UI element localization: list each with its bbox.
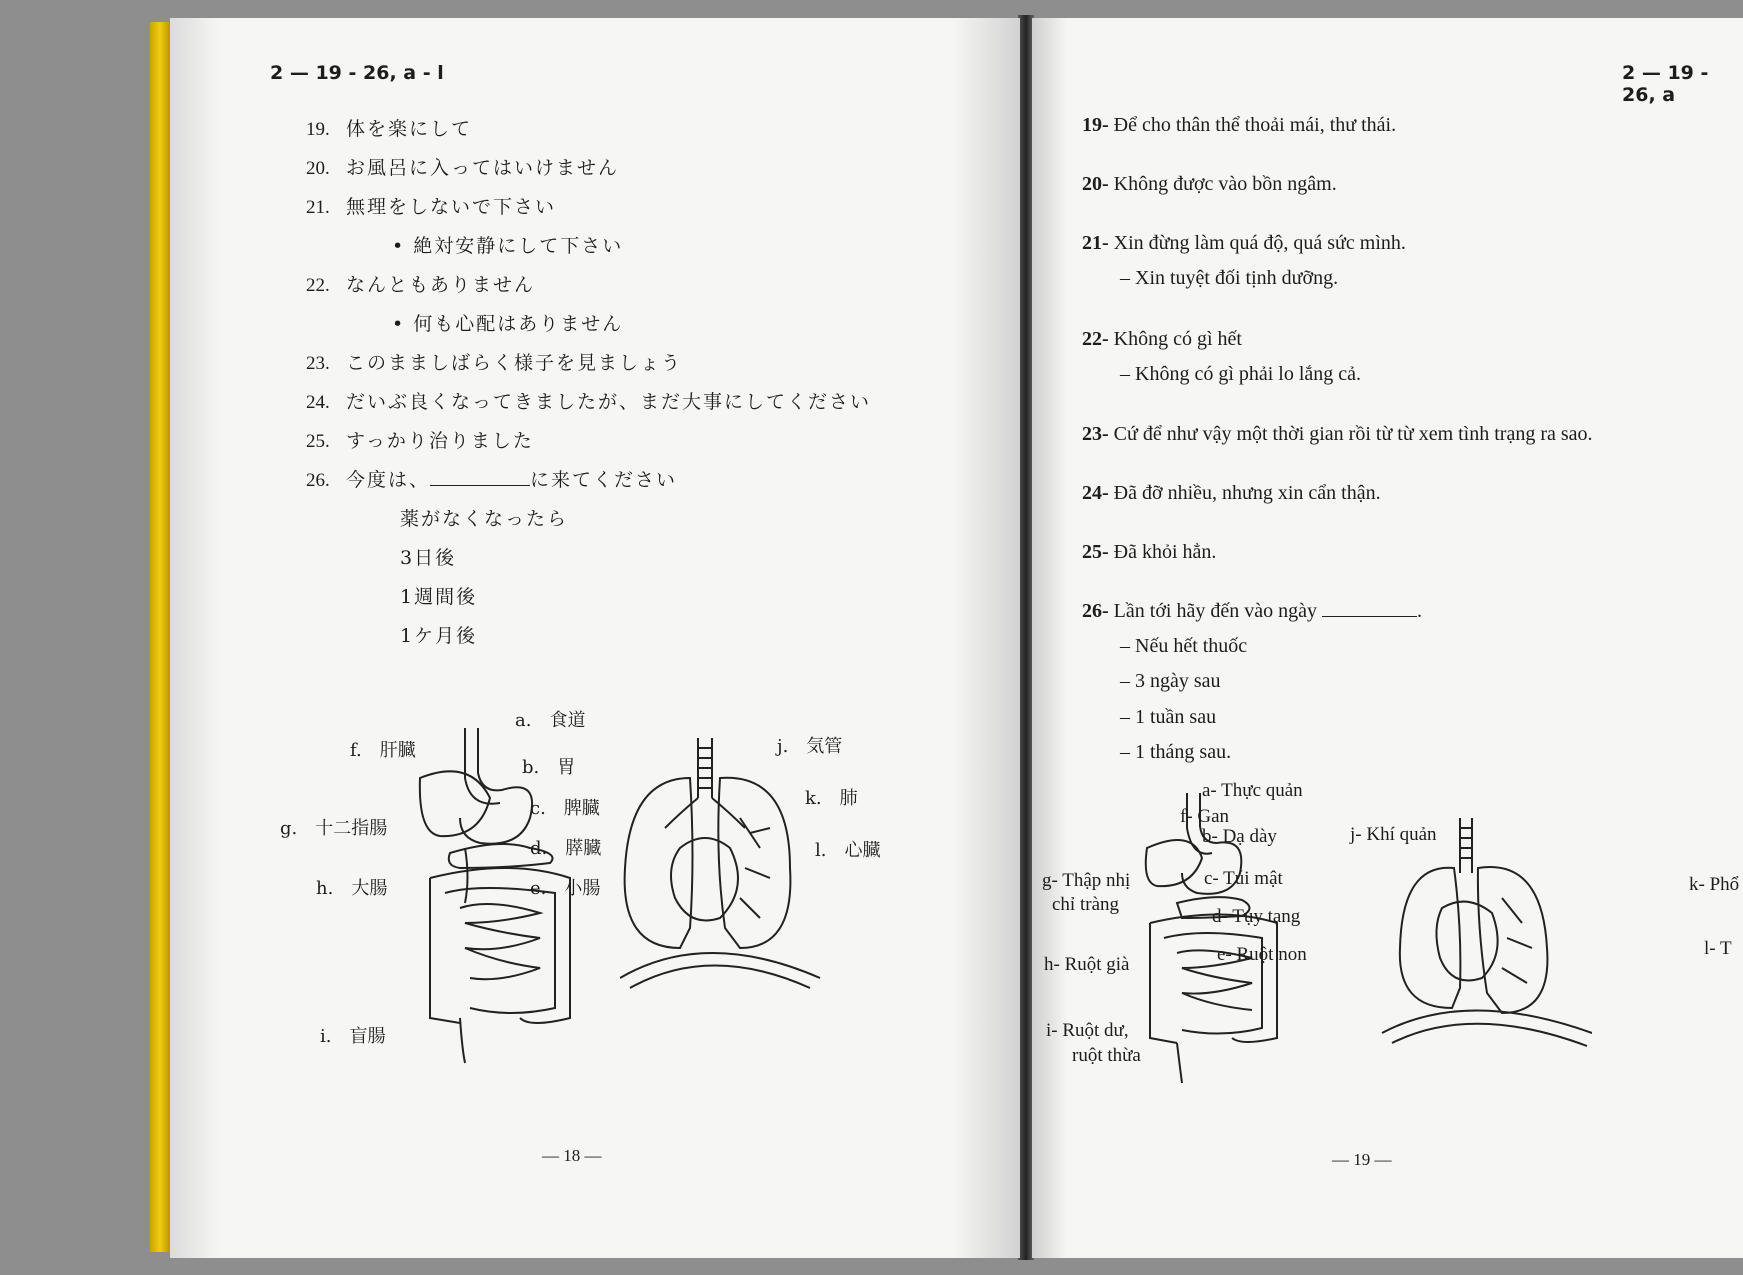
label-f-liver: f. 肝臓 [350, 740, 416, 761]
vi-option-2: – 3 ngày sau [1120, 670, 1221, 692]
vi-option-4: – 1 tháng sau. [1120, 741, 1232, 763]
left-page [170, 18, 1020, 1258]
item-22: 22. なんともありません [306, 274, 536, 296]
item-19: 19. 体を楽にして [306, 118, 473, 140]
item-24: 24. だいぶ良くなってきましたが、まだ大事にしてください [306, 391, 872, 413]
label-i-appendix-1: i- Ruột dư, [1046, 1020, 1129, 1041]
item-25: 25. すっかり治りました [306, 430, 534, 452]
page-header: 2 — 19 - 26, a - l [270, 62, 444, 84]
label-i-appendix-2: ruột thừa [1072, 1045, 1141, 1066]
right-page [1032, 18, 1743, 1258]
label-i-cecum: i. 盲腸 [320, 1026, 386, 1047]
label-k-lung: k- Phổ [1689, 874, 1740, 895]
option-2: 3日後 [400, 547, 457, 569]
label-e-small-intestine: e- Ruột non [1217, 944, 1307, 965]
fill-in-blank [1322, 602, 1417, 617]
label-d-pancreas: d. 膵臓 [530, 838, 602, 859]
item-26: 26. 今度は、 に来てください [306, 469, 678, 491]
option-3: 1週間後 [400, 586, 478, 608]
label-d-pancreas: d- Tụy tạng [1212, 906, 1301, 927]
vi-item-21: 21- Xin đừng làm quá độ, quá sức mình. [1082, 232, 1406, 254]
option-1: 薬がなくなったら [400, 508, 569, 530]
fill-in-blank [430, 471, 530, 486]
vi-item-26: 26- Lần tới hãy đến vào ngày . [1082, 600, 1422, 622]
vi-item-19: 19- Để cho thân thể thoải mái, thư thái. [1082, 114, 1397, 136]
label-j-trachea: j- Khí quản [1350, 824, 1437, 845]
vi-item-20: 20- Không được vào bồn ngâm. [1082, 173, 1337, 195]
label-g-duodenum-2: chỉ tràng [1052, 894, 1120, 915]
vi-option-1: – Nếu hết thuốc [1120, 635, 1248, 657]
page-header: 2 — 19 - 26, a [1622, 62, 1709, 106]
label-l-heart: l- T [1704, 938, 1732, 959]
page-number: — 19 — [1332, 1150, 1392, 1169]
item-23: 23. このまましばらく様子を見ましょう [306, 352, 683, 374]
label-j-trachea: j. 気管 [777, 736, 843, 757]
vi-item-22: 22- Không có gì hết [1082, 328, 1242, 350]
vi-item-25: 25- Đã khỏi hẳn. [1082, 541, 1217, 563]
label-a-esophagus: a- Thực quản [1202, 780, 1303, 801]
label-f-liver: f- Gan [1180, 806, 1230, 827]
respiratory-system-diagram [1342, 818, 1592, 1088]
vi-item-24: 24- Đã đỡ nhiều, nhưng xin cẩn thận. [1082, 482, 1381, 504]
item-21: 21. 無理をしないで下さい [306, 196, 557, 218]
vi-item-22-alt: – Không có gì phải lo lắng cả. [1120, 363, 1362, 385]
book-spine-edge [150, 22, 170, 1252]
label-g-duodenum-1: g- Thập nhị [1042, 870, 1131, 891]
item-21-alt: • 絶対安静にして下さい [392, 235, 624, 257]
label-h-large-intestine: h. 大腸 [316, 878, 388, 899]
item-20: 20. お風呂に入ってはいけません [306, 157, 620, 179]
vi-item-23: 23- Cứ để như vậy một thời gian rồi từ từ xem tình trạng ra sao. [1082, 423, 1593, 445]
label-a-esophagus: a. 食道 [515, 710, 586, 731]
page-number: — 18 — [542, 1146, 602, 1165]
label-l-heart: l. 心臓 [815, 840, 881, 861]
label-e-small-intestine: e. 小腸 [530, 878, 601, 899]
vi-item-21-alt: – Xin tuyệt đối tịnh dưỡng. [1120, 267, 1339, 289]
vi-option-3: – 1 tuần sau [1120, 706, 1217, 728]
label-c-spleen: c. 脾臓 [530, 798, 600, 819]
label-b-stomach: b. 胃 [522, 757, 576, 778]
label-c-gallbladder: c- Túi mật [1204, 868, 1283, 889]
label-h-large-intestine: h- Ruột già [1044, 954, 1130, 975]
item-22-alt: • 何も心配はありません [392, 313, 624, 335]
option-4: 1ケ月後 [400, 625, 478, 647]
label-b-stomach: b- Dạ dày [1202, 826, 1277, 847]
label-g-duodenum: g. 十二指腸 [280, 818, 388, 839]
label-k-lung: k. 肺 [805, 788, 858, 809]
